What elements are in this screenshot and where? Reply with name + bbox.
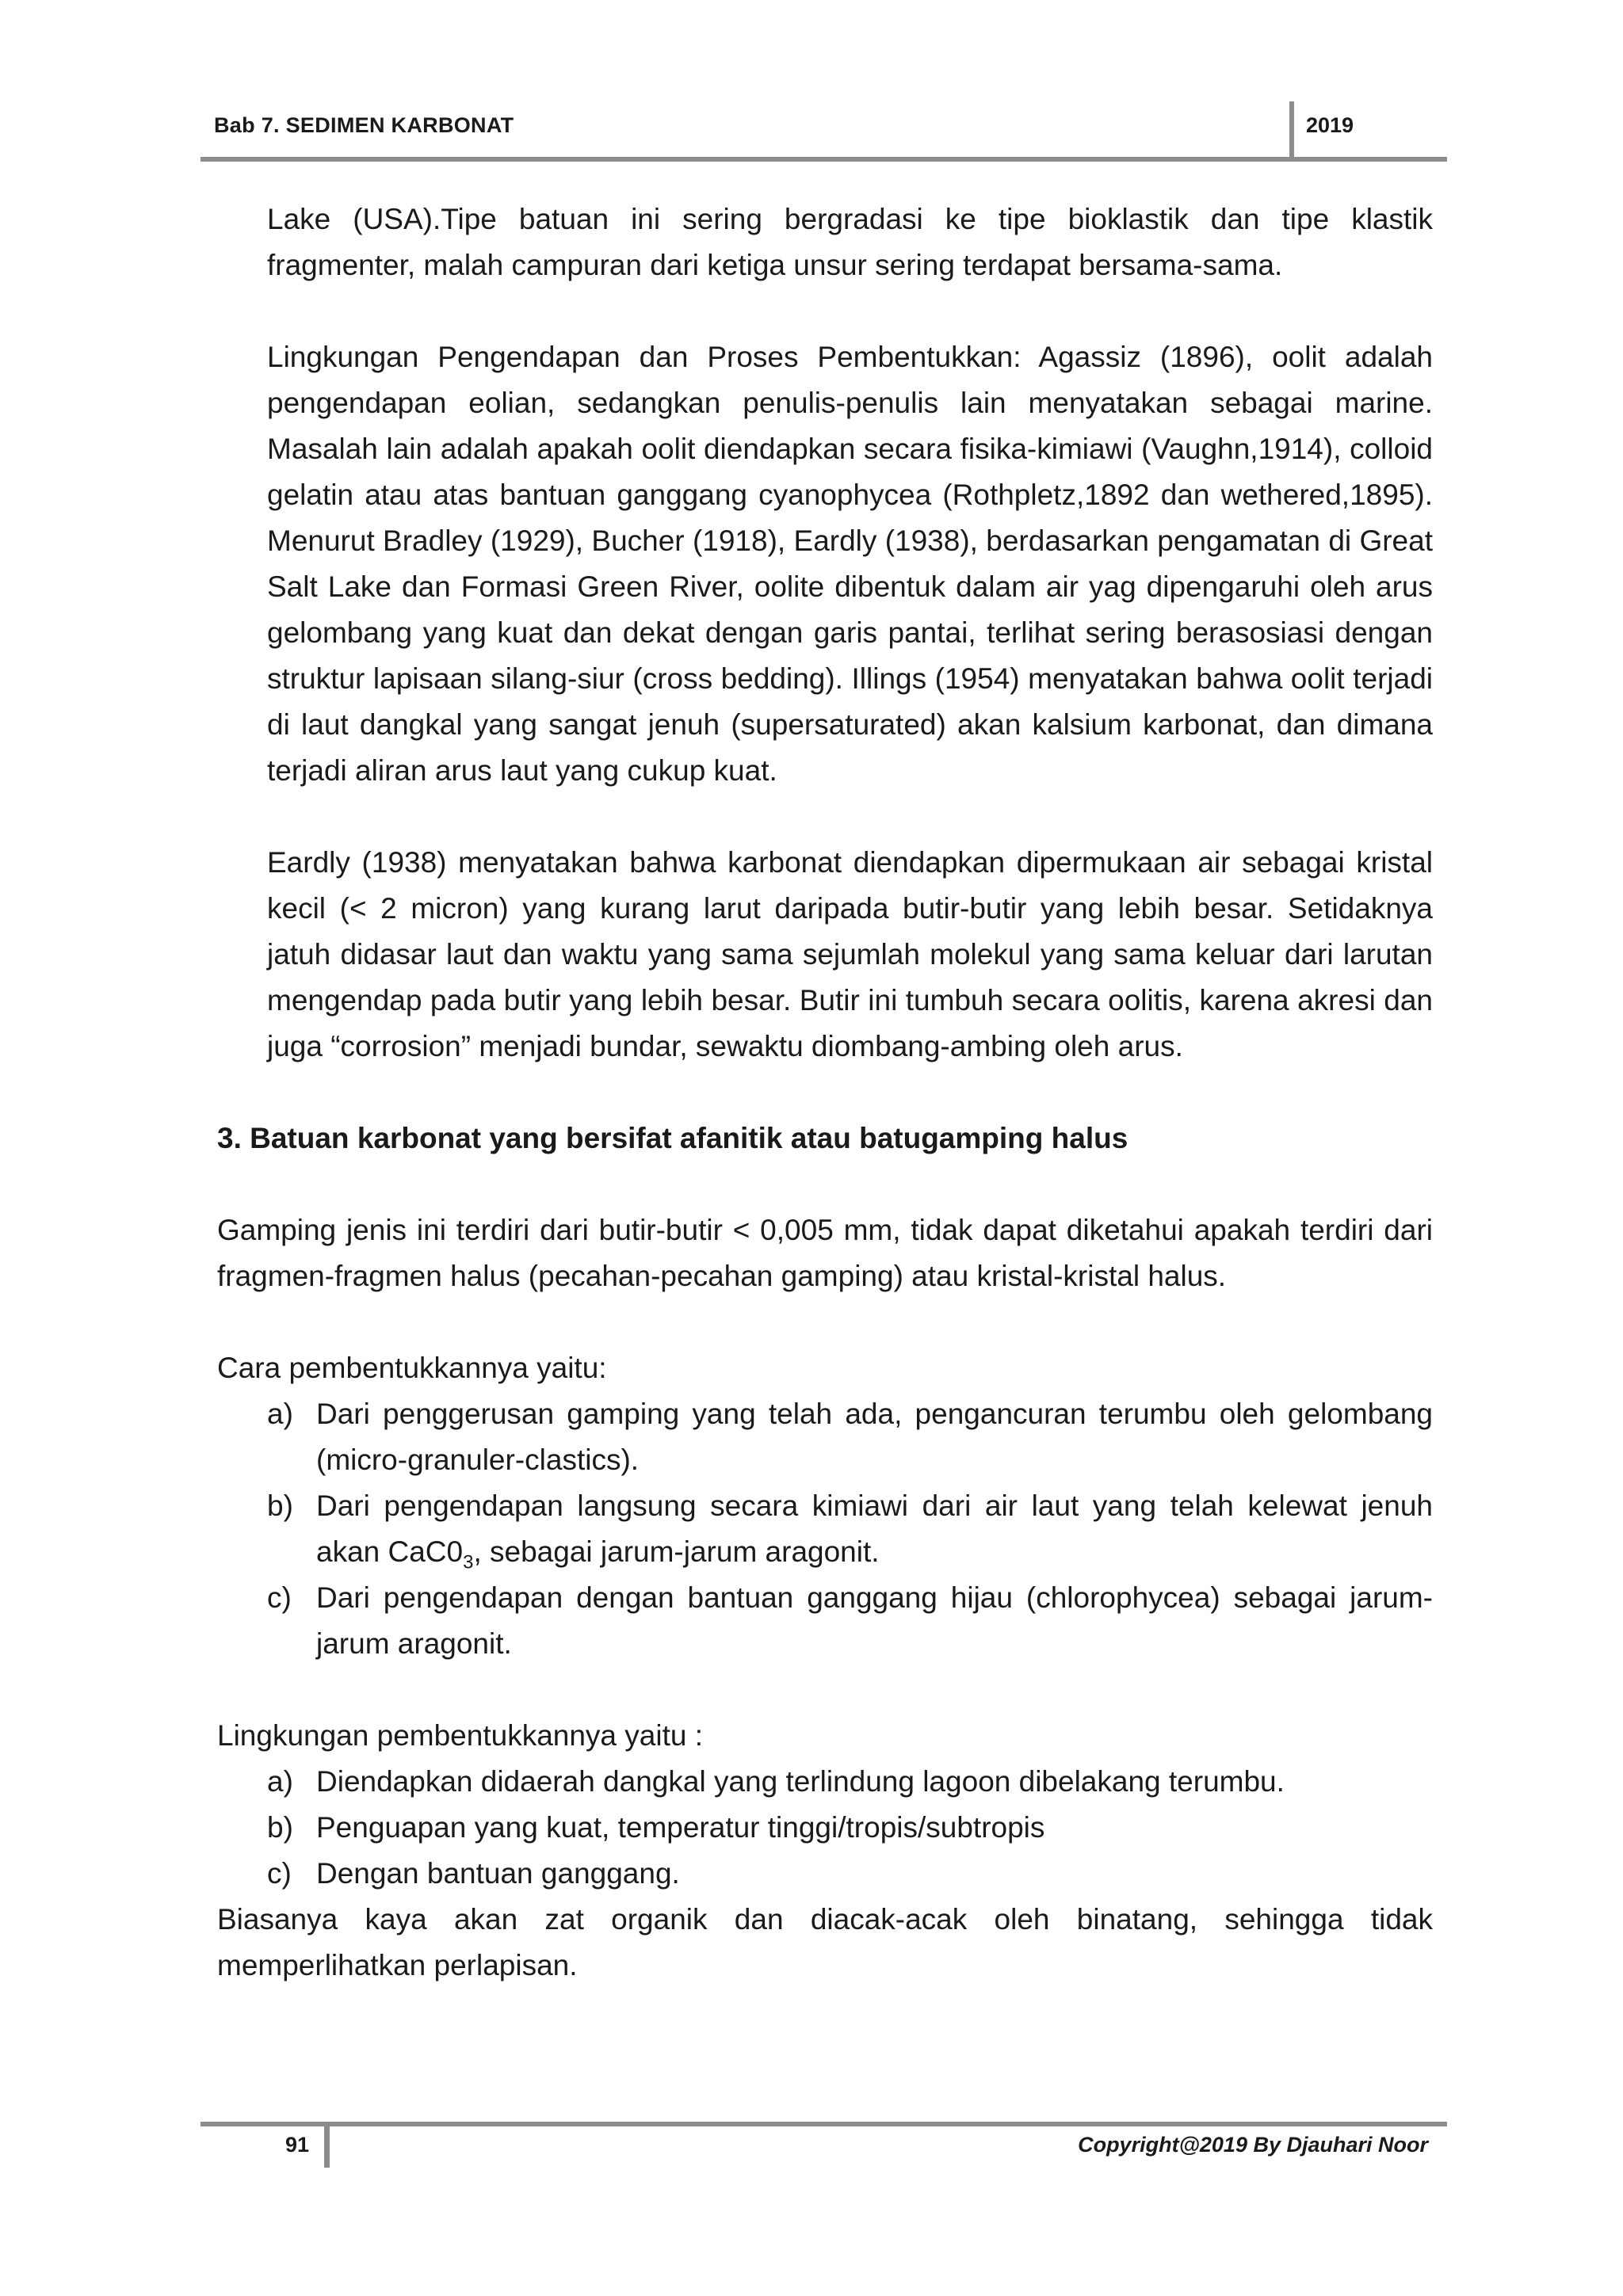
list-item-text-part: , sebagai jarum-jarum aragonit.: [473, 1535, 880, 1568]
list-item-text: Penguapan yang kuat, temperatur tinggi/tropis/subtropis: [316, 1811, 1045, 1844]
page-number: 91: [285, 2133, 310, 2157]
footer-rule: [200, 2122, 1447, 2126]
section-intro: Gamping jenis ini terdiri dari butir-butir < 0,005 mm, tidak dapat diketahui apakah terdiri dari fragmen-fragmen halus (pecahan-pecahan gamping) atau kristal-kristal halus.: [217, 1214, 1433, 1292]
paragraph-lake-usa: Lake (USA).Tipe batuan ini sering bergradasi ke tipe bioklastik dan tipe klastik fragmenter, malah campuran dari ketiga unsur sering terdapat bersama-sama.: [267, 203, 1433, 281]
cara-label: Cara pembentukkannya yaitu:: [217, 1352, 607, 1384]
list-marker: a): [267, 1765, 293, 1798]
list-marker: c): [267, 1581, 292, 1614]
chemical-subscript: 3: [463, 1551, 474, 1573]
list-item-text: [316, 1483, 1433, 1575]
list-item-text-part: Dari pengendapan langsung secara kimiawi dari air laut yang telah kelewat jenuh akan CaC0: [316, 1489, 1433, 1568]
list-marker: b): [267, 1811, 293, 1844]
list-marker: a): [267, 1398, 293, 1430]
list-marker: c): [267, 1857, 292, 1890]
list-item-text: Dari penggerusan gamping yang telah ada, pengancuran terumbu oleh gelombang (micro-granuler-clastics).: [316, 1398, 1433, 1476]
paragraph-eardly: Eardly (1938) menyatakan bahwa karbonat diendapkan dipermukaan air sebagai kristal kecil (< 2 micron) yang kurang larut daripada butir-butir yang lebih besar. Setidaknya jatuh didasar laut dan waktu yang sama sejumlah molekul yang sama keluar dari larutan mengendap pada butir yang lebih besar. Butir ini tumbuh secara oolitis, karena akresi dan juga “corrosion” menjadi bundar, sewaktu diombang-ambing oleh arus.: [267, 846, 1433, 1062]
header-rule: [200, 157, 1447, 162]
footer-divider: [324, 2122, 330, 2168]
paragraph-lingkungan-pengendapan: Lingkungan Pengendapan dan Proses Pembentukkan: Agassiz (1896), oolit adalah pengendapan eolian, sedangkan penulis-penulis lain menyatakan sebagai marine. Masalah lain adalah apakah oolit diendapkan secara fisika-kimiawi (Vaughn,1914), colloid gelatin atau atas bantuan ganggang cyanophycea (Rothpletz,1892 dan wethered,1895). Menurut Bradley (1929), Bucher (1918), Eardly (1938), berdasarkan pengamatan di Great Salt Lake dan Formasi Green River, oolite dibentuk dalam air yag dipengaruhi oleh arus gelombang yang kuat dan dekat dengan garis pantai, terlihat sering berasosiasi dengan struktur lapisaan silang-siur (cross bedding). Illings (1954) menyatakan bahwa oolit terjadi di laut dangkal yang sangat jenuh (supersaturated) akan kalsium karbonat, dan dimana terjadi aliran arus laut yang cukup kuat.: [267, 341, 1433, 787]
list-item-text: Dari pengendapan dengan bantuan ganggang hijau (chlorophycea) sebagai jarum-jarum aragonit.: [316, 1581, 1433, 1660]
closing-paragraph: Biasanya kaya akan zat organik dan diacak-acak oleh binatang, sehingga tidak memperlihatkan perlapisan.: [217, 1903, 1433, 1981]
lingkungan-label: Lingkungan pembentukkannya yaitu :: [217, 1719, 703, 1752]
section-heading: 3. Batuan karbonat yang bersifat afanitik atau batugamping halus: [217, 1122, 1128, 1154]
list-item-text: Diendapkan didaerah dangkal yang terlindung lagoon dibelakang terumbu.: [316, 1765, 1285, 1798]
running-header-year: 2019: [1306, 113, 1354, 137]
header-divider: [1289, 101, 1294, 158]
running-header-title: Bab 7. SEDIMEN KARBONAT: [214, 113, 514, 137]
copyright-notice: Copyright@2019 By Djauhari Noor: [1078, 2133, 1428, 2157]
list-marker: b): [267, 1489, 293, 1522]
list-item-text: Dengan bantuan ganggang.: [316, 1857, 680, 1890]
